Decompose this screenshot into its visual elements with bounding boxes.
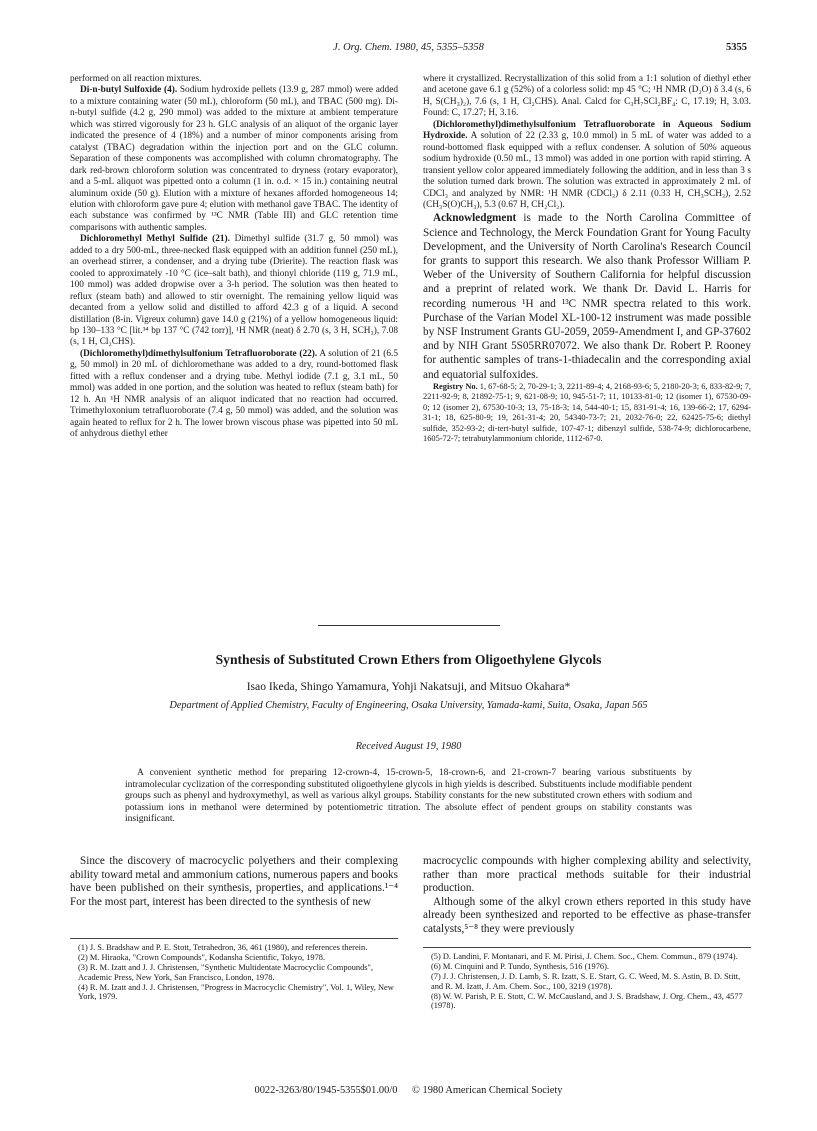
article-code: 0022-3263/80/1945-5355$01.00/0	[254, 1085, 398, 1096]
paragraph: where it crystallized. Recrystallization of this solid from a 1:1 solution of diethyl ether and acetone gave 6.1 g (52%) of a colorless solid: mp 45 °C; ¹H NMR (D₂O) δ 3.4 (s, 6 H, S(CH₃)₂), 7.6 (s, 1 H, Cl₂CHS). Anal. Calcd for C₃H₇SCl₂BF₄: C, 17.19; H, 3.03. Found: C, 17.27; H, 3.16.	[423, 74, 751, 119]
paragraph: (Dichloromethyl)dimethylsulfonium Tetrafluoroborate (22). A solution of 21 (6.5 g, 50 mmol) in 20 mL of dichloromethane was added to a dry, round-bottomed flask fitted with a reflux condenser and a drying tube. Methyl iodide (7.1 g, 3.1 mL, 50 mmol) was added in one portion, and the solution was heated to reflux (steam bath) for 12 h. An ¹H NMR analysis of an aliquot indicated that no reaction had occurred. Trimethyloxonium tetrafluoroborate (7.4 g, 50 mmol) was added, and the solution was again heated to reflux for 2 h. The lower brown viscous phase was pipetted into 50 mL of anhydrous diethyl ether	[70, 348, 398, 440]
footnote-rule	[423, 947, 751, 948]
paragraph: Although some of the alkyl crown ethers reported in this study have already been synthesized and reported to be effective as phase-transfer catalysts,⁵⁻⁸ they were previously	[423, 895, 751, 935]
copyright: © 1980 American Chemical Society	[412, 1085, 563, 1096]
article-title: Synthesis of Substituted Crown Ethers from Oligoethylene Glycols	[215, 652, 602, 667]
subheading: Di-n-butyl Sulfoxide (4).	[80, 85, 178, 96]
received-date: Received August 19, 1980	[355, 741, 462, 752]
footnote: (6) M. Cinquini and P. Tundo, Synthesis, 516 (1976).	[431, 962, 609, 972]
footnote: (8) W. W. Parish, P. E. Stott, C. W. McCausland, and J. S. Bradshaw, J. Org. Chem., 43, 4577 (1978).	[431, 991, 743, 1011]
article-authors: Isao Ikeda, Shingo Yamamura, Yohji Nakatsuji, and Mitsuo Okahara*	[246, 680, 571, 693]
body-text-right	[423, 855, 751, 937]
footnote: (7) J. J. Christensen, J. D. Lamb, S. R. Izatt, S. E. Starr, G. C. Weed, M. S. Astin, B. D. Stitt, and R. M. Izatt, J. Am. Chem. Soc., 100, 3219 (1978).	[431, 972, 741, 991]
paragraph: performed on all reaction mixtures.	[70, 74, 202, 84]
paragraph: macrocyclic compounds with higher complexing ability and selectivity, rather than more practical methods suitable for their industrial production.	[423, 855, 751, 895]
registry-numbers: Registry No. 1, 67-68-5; 2, 70-29-1; 3, 2211-89-4; 4, 2168-93-6; 5, 2180-20-3; 6, 833-82-9; 7, 2211-92-9; 8, 21892-75-1; 9, 621-08-9; 10, 945-51-7; 11, 10133-81-0; 12 (isomer 1), 67530-09-0; 12 (isomer 2), 67530-10-3; 13, 75-18-3; 14, 544-40-1; 15, 831-91-4; 16, 139-66-2; 17, 6294-31-1; 18, 625-80-9; 19, 261-31-4; 20, 54340-73-7; 21, 2032-76-0; 22, 62425-75-6; diethyl sulfide, 352-93-2; di-tert-butyl sulfide, 107-47-1; dibenzyl sulfide, 538-74-9; dichlorocarbene, 1605-72-7; tetrabutylammonium chloride, 1112-67-0.	[423, 381, 752, 443]
subheading: (Dichloromethyl)dimethylsulfonium Tetrafluoroborate (22).	[80, 348, 318, 359]
subheading: Dichloromethyl Methyl Sulfide (21).	[80, 234, 230, 245]
page-number: 5355	[726, 42, 747, 53]
page-footer	[70, 1085, 747, 1096]
paragraph: Di-n-butyl Sulfoxide (4). Sodium hydroxide pellets (13.9 g, 287 mmol) were added to a mixture containing water (50 mL), chloroform (50 mL), and TBAC (500 mg). Di-n-butyl sulfide (4.2 g, 290 mmol) was added to the mixture at ambient temperature which was stirred vigorously for 23 h. GLC analysis of an aliquot of the organic layer indicated the presence of 4 (18%) and a number of minor components arising from catalyst (TBAC) degradation within the injection port and on the GLC column. Separation of these components was accomplished with column chromatography. The dark red-brown chloroform solution was concentrated to dryness (rotary evaporator), and a 5-mL aliquot was pipetted onto a column (1 in. o.d. × 15 in.) containing neutral aluminum oxide (50 g). Elution with a mixture of hexanes afforded homogeneous 14; elution with chloroform gave pure 4; elution with methanol gave TBAC. The identity of each substance was confirmed by ¹³C NMR (Table III) and GLC retention time comparisons with authentic samples.	[70, 85, 398, 233]
footnotes-left	[70, 943, 398, 1003]
right-column	[423, 74, 751, 444]
article-divider	[318, 625, 500, 626]
paragraph: Dichloromethyl Methyl Sulfide (21). Dimethyl sulfide (31.7 g, 50 mmol) was added to a dry 500-mL, three-necked flask equipped with an addition funnel (250 mL), an overhead stirrer, a condenser, and a drying tube (Drierite). The reaction flask was cooled to approximately -10 °C (ice–salt bath), and thionyl chloride (119 g, 71.9 mL, 100 mmol) was added dropwise over a 3-h period. The solution was then heated to reflux (steam bath) and allowed to stir overnight. The remaining yellow liquid was decanted from a yellow solid and distilled to afford 42.3 g of a liquid. A second distillation (8-in. Vigreux column) gave 14.0 g (21%) of a yellow homogeneous liquid: bp 130–133 °C [lit.³⁴ bp 137 °C (742 torr)], ¹H NMR (neat) δ 2.70 (s, 3 H, SCH₃), 7.08 (s, 1 H, Cl₂CHS).	[70, 234, 398, 348]
footnote: (4) R. M. Izatt and J. J. Christensen, "Progress in Macrocyclic Chemistry", Vol. 1, Wiley, New York, 1979.	[78, 982, 394, 1002]
abstract: A convenient synthetic method for preparing 12-crown-4, 15-crown-5, 18-crown-6, and 21-crown-7 bearing various substituents by intramolecular cyclization of the corresponding substituted oligoethylene glycols in high yields is described. Substituents include modifiable pendent groups such as phenyl and hydroxymethyl, as well as various alkyl groups. Stability constants for the new substituted crown ethers with sodium and potassium ions in methanol were determined by potentiometric titration. The absolute effect of pendent groups on stability constants was insignificant.	[125, 768, 692, 824]
footnote: (1) J. S. Bradshaw and P. E. Stott, Tetrahedron, 36, 461 (1980), and references therein.	[78, 943, 368, 952]
footnote: (3) R. M. Izatt and J. J. Christensen, "Synthetic Multidentate Macrocyclic Compounds", Academic Press, New York, San Francisco, London, 1978.	[78, 963, 374, 982]
running-head	[70, 42, 747, 58]
footnotes-right	[423, 952, 751, 1012]
subheading: (Dichloromethyl)dimethylsulfonium Tetrafluoroborate in Aqueous Sodium Hydroxide.	[423, 119, 751, 142]
footnote-rule	[70, 938, 398, 939]
article-affiliation: Department of Applied Chemistry, Faculty of Engineering, Osaka University, Yamada-kami, Suita, Osaka, Japan 565	[169, 700, 648, 711]
paragraph: (Dichloromethyl)dimethylsulfonium Tetrafluoroborate in Aqueous Sodium Hydroxide. A solution of 22 (2.33 g, 10.0 mmol) in 5 mL of water was added to a round-bottomed flask equipped with a reflux condenser. A solution of 50% aqueous sodium hydroxide (0.50 mL, 13 mmol) was added in one portion with rapid stirring. A transient yellow color appeared immediately following the addition, and in less than 3 s the solution turned dark brown. The solution was extracted in approximately 2 mL of CDCl₃ and analyzed by NMR: ¹H NMR (CDCl₃) δ 2.11 (0.33 H, CH₃SCH₃), 2.52 (CH₃S(O)CH₃), 5.3 (0.67 H, CH₂Cl₂).	[423, 119, 751, 210]
acknowledgment-heading: Acknowledgment	[433, 212, 517, 225]
journal-citation: J. Org. Chem. 1980, 45, 5355–5358	[333, 42, 484, 53]
body-text-left: Since the discovery of macrocyclic polyethers and their complexing ability toward metal and ammonium cations, numerous papers and books have been published on their synthesis, properties, and applications.¹⁻⁴ For the most part, interest has been directed to the synthesis of new	[70, 855, 398, 908]
footnote: (2) M. Hiraoka, "Crown Compounds", Kodansha Scientific, Tokyo, 1978.	[78, 953, 326, 963]
registry-heading: Registry No.	[433, 381, 478, 391]
acknowledgment: Acknowledgment is made to the North Carolina Committee of Science and Technology, the Merck Foundation Grant for Young Faculty Development, and the University of North Carolina's Research Council for grants to support this research. We also thank Professor William P. Weber of the University of Southern California for helpful discussion and a preprint of related work. We thank Dr. David L. Harris for recording numerous ¹H and ¹³C NMR spectra related to this work. Purchase of the Varian Model XL-100-12 instrument was made possible by NSF Instrument Grants GU-2059, 2059-Amendment I, and GP-37602 and by NIH Grant 5S05RR07072. We also thank Dr. Robert P. Rooney for authentic samples of trans-1-thiadecalin and the corresponding axial and equatorial sulfoxides.	[423, 212, 751, 381]
footnote: (5) D. Landini, F. Montanari, and F. M. Pirisi, J. Chem. Soc., Chem. Commun., 879 (1974).	[431, 952, 738, 961]
left-column	[70, 74, 398, 441]
